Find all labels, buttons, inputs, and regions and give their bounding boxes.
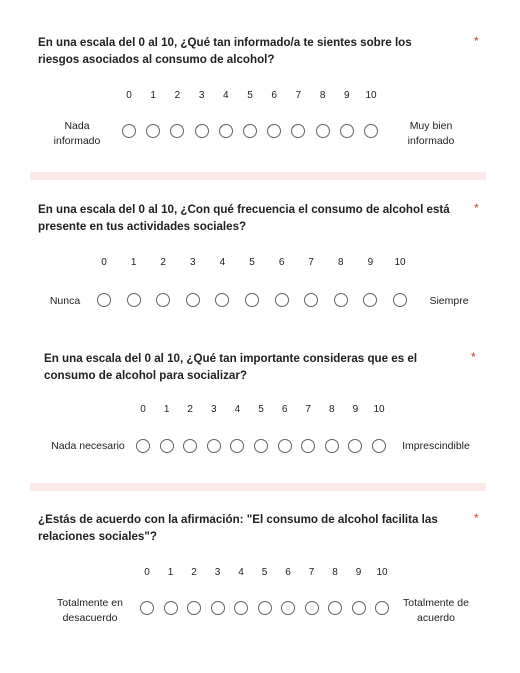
scale-number: 7 xyxy=(295,90,302,101)
scale-number: 1 xyxy=(163,404,170,415)
radio-option-1[interactable] xyxy=(146,124,160,138)
radio-option-0[interactable] xyxy=(97,293,111,307)
scale-number: 10 xyxy=(394,257,406,268)
radio-option-9[interactable] xyxy=(340,124,354,138)
radio-option-1[interactable] xyxy=(160,439,174,453)
scale-numbers xyxy=(0,404,520,418)
scale-number: 1 xyxy=(150,90,156,101)
scale-number: 1 xyxy=(130,257,137,268)
scale-number: 3 xyxy=(198,90,205,101)
scale-number: 0 xyxy=(126,90,132,101)
scale-number: 5 xyxy=(247,90,253,101)
scale-number: 6 xyxy=(278,257,285,268)
required-asterisk: * xyxy=(474,511,479,525)
scale-number: 10 xyxy=(373,404,385,415)
radio-option-1[interactable] xyxy=(164,601,178,615)
scale-number: 9 xyxy=(367,257,374,268)
scale-number: 6 xyxy=(281,404,288,415)
question-title: ¿Estás de acuerdo con la afirmación: "El consumo de alcohol facilita las relaciones sociales"? xyxy=(38,513,438,543)
section-divider xyxy=(30,172,486,180)
scale-number: 7 xyxy=(308,257,314,268)
scale-number: 10 xyxy=(365,90,377,101)
scale-number: 2 xyxy=(160,257,166,268)
radio-option-7[interactable] xyxy=(291,124,305,138)
scale-right-label: Imprescindible xyxy=(402,440,470,452)
radio-option-4[interactable] xyxy=(219,124,233,138)
section-divider xyxy=(30,483,486,491)
radio-option-9[interactable] xyxy=(348,439,362,453)
scale-number: 4 xyxy=(223,90,229,101)
required-asterisk: * xyxy=(474,34,479,48)
scale-numbers xyxy=(0,90,520,104)
radio-option-0[interactable] xyxy=(140,601,154,615)
scale-number: 2 xyxy=(187,404,193,415)
radio-option-2[interactable] xyxy=(156,293,170,307)
scale-numbers xyxy=(0,567,520,581)
radio-option-8[interactable] xyxy=(334,293,348,307)
question-title: En una escala del 0 al 10, ¿Con qué frecuencia el consumo de alcohol está presente en tus actividades sociales? xyxy=(38,203,450,233)
scale-number: 5 xyxy=(258,404,264,415)
scale-number: 7 xyxy=(308,567,315,578)
radio-option-7[interactable] xyxy=(305,601,319,615)
radio-option-4[interactable] xyxy=(230,439,244,453)
radio-option-5[interactable] xyxy=(254,439,268,453)
scale-right-label: Muy bien informado xyxy=(407,120,455,147)
scale-number: 0 xyxy=(140,404,146,415)
scale-number: 4 xyxy=(238,567,244,578)
scale-number: 6 xyxy=(271,90,277,101)
scale-number: 2 xyxy=(191,567,197,578)
radio-option-0[interactable] xyxy=(136,439,150,453)
scale-number: 1 xyxy=(167,567,174,578)
scale-number: 9 xyxy=(352,404,359,415)
radio-option-3[interactable] xyxy=(195,124,209,138)
radio-option-8[interactable] xyxy=(328,601,342,615)
required-asterisk: * xyxy=(471,350,476,364)
scale-number: 2 xyxy=(174,90,181,101)
scale-right-label: Siempre xyxy=(429,295,469,307)
radio-option-0[interactable] xyxy=(122,124,136,138)
radio-option-8[interactable] xyxy=(325,439,339,453)
radio-option-4[interactable] xyxy=(234,601,248,615)
radio-option-10[interactable] xyxy=(375,601,389,615)
required-asterisk: * xyxy=(474,201,479,215)
radio-option-10[interactable] xyxy=(393,293,407,307)
question-title: En una escala del 0 al 10, ¿Qué tan importante consideras que es el consumo de alcohol para socializar? xyxy=(44,352,418,382)
scale-number: 9 xyxy=(355,567,362,578)
radio-option-2[interactable] xyxy=(187,601,201,615)
radio-option-7[interactable] xyxy=(304,293,318,307)
scale-left-label: Totalmente en desacuerdo xyxy=(57,597,123,624)
radio-option-3[interactable] xyxy=(186,293,200,307)
radio-option-3[interactable] xyxy=(211,601,225,615)
scale-number: 0 xyxy=(101,257,107,268)
scale-left-label: Nunca xyxy=(49,295,81,307)
radio-option-6[interactable] xyxy=(267,124,281,138)
scale-number: 6 xyxy=(285,567,291,578)
scale-number: 3 xyxy=(190,257,196,268)
scale-left-label: Nada necesario xyxy=(51,440,125,452)
radio-option-6[interactable] xyxy=(275,293,289,307)
scale-number: 0 xyxy=(144,567,150,578)
scale-number: 3 xyxy=(211,404,217,415)
scale-number: 8 xyxy=(338,257,344,268)
scale-numbers xyxy=(0,257,520,271)
scale-number: 4 xyxy=(219,257,226,268)
scale-number: 8 xyxy=(329,404,335,415)
scale-number: 3 xyxy=(214,567,221,578)
scale-number: 4 xyxy=(234,404,241,415)
radio-option-8[interactable] xyxy=(316,124,330,138)
scale-right-label: Totalmente de acuerdo xyxy=(403,597,469,624)
scale-number: 5 xyxy=(261,567,268,578)
scale-number: 10 xyxy=(376,567,388,578)
radio-option-5[interactable] xyxy=(258,601,272,615)
radio-option-9[interactable] xyxy=(352,601,366,615)
radio-option-1[interactable] xyxy=(127,293,141,307)
radio-option-2[interactable] xyxy=(183,439,197,453)
radio-option-9[interactable] xyxy=(363,293,377,307)
radio-option-6[interactable] xyxy=(281,601,295,615)
radio-option-4[interactable] xyxy=(215,293,229,307)
radio-option-10[interactable] xyxy=(364,124,378,138)
scale-left-label: Nada informado xyxy=(53,120,101,147)
radio-option-3[interactable] xyxy=(207,439,221,453)
radio-option-5[interactable] xyxy=(245,293,259,307)
scale-number: 8 xyxy=(319,90,326,101)
scale-number: 9 xyxy=(344,90,350,101)
question-title: En una escala del 0 al 10, ¿Qué tan informado/a te sientes sobre los riesgos asociados al consumo de alcohol? xyxy=(38,36,412,66)
radio-option-10[interactable] xyxy=(372,439,386,453)
radio-option-2[interactable] xyxy=(170,124,184,138)
scale-number: 7 xyxy=(305,404,311,415)
radio-option-6[interactable] xyxy=(278,439,292,453)
scale-number: 8 xyxy=(332,567,338,578)
scale-number: 5 xyxy=(249,257,255,268)
radio-option-7[interactable] xyxy=(301,439,315,453)
radio-option-5[interactable] xyxy=(243,124,257,138)
